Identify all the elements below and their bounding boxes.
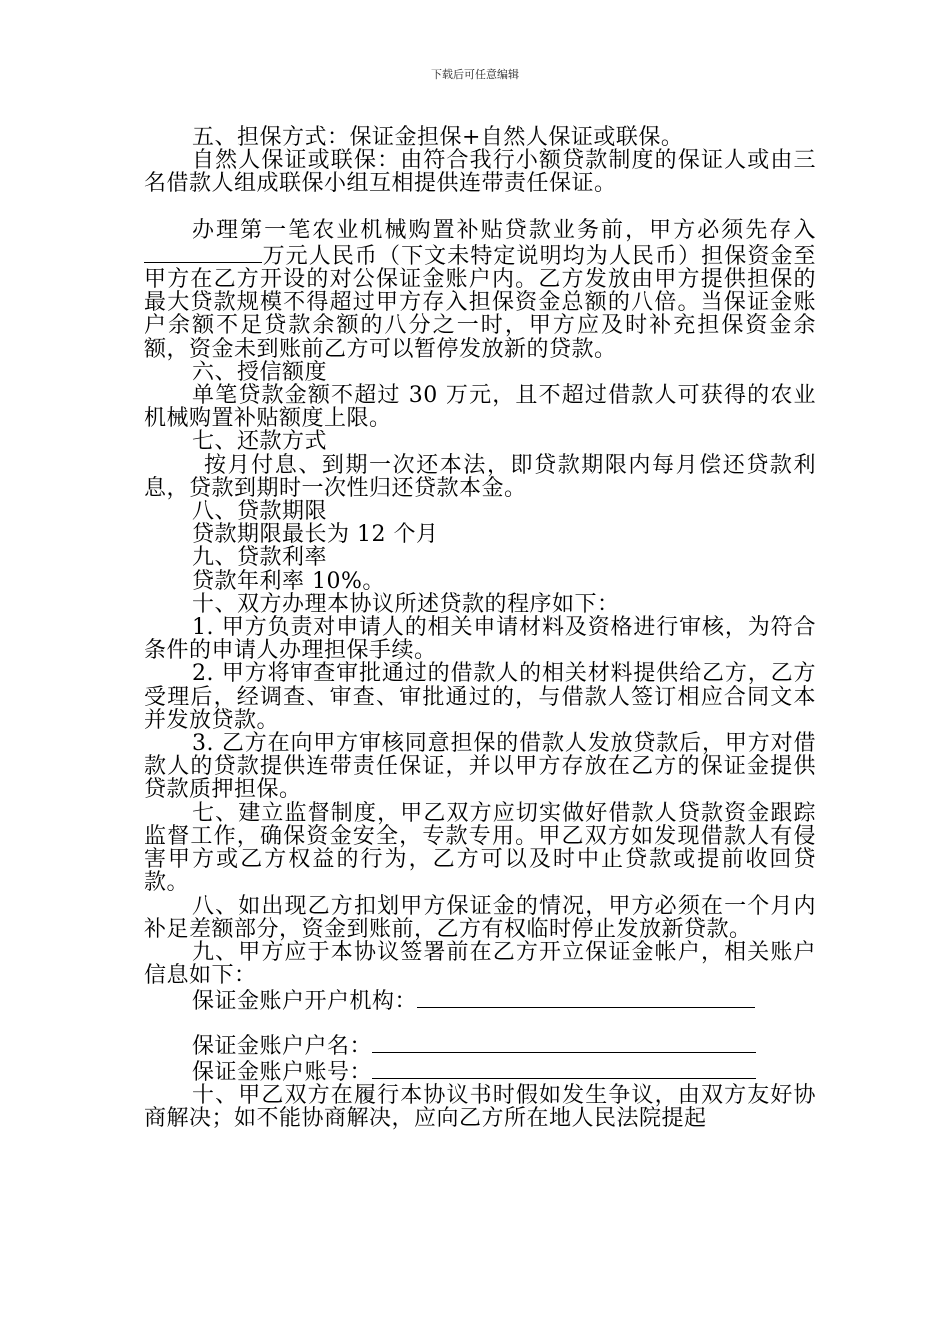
section-9-body: 贷款年利率 10%。 [192,568,385,594]
field-name-row [192,1032,816,1058]
deposit-text-a: 办理第一笔农业机械购置补贴贷款业务前，甲方必须先存入 [192,217,816,243]
clause-supervision: 七、建立监督制度，甲乙双方应切实做好借款人贷款资金跟踪监督工作，确保资金安全，专款专用。甲乙双方如发现借款人有侵害甲方或乙方权益的行为，乙方可以及时中止贷款或提前收回贷款。 [144,800,816,896]
procedure-step-3: 3. 乙方在向甲方审核同意担保的借款人发放贷款后，甲方对借款人的贷款提供连带责任保证，并以甲方存放在乙方的保证金提供贷款质押担保。 [144,731,816,803]
clause-dispute: 十、甲乙双方在履行本协议书时假如发生争议，由双方友好协商解决；如不能协商解决，应向乙方所在地人民法院提起 [144,1082,816,1132]
document-body [144,126,816,1130]
amount-blank [144,242,262,263]
field-bank-label: 保证金账户开户机构： [192,989,418,1015]
page-header: 下载后可任意编辑 [431,68,519,81]
section-9-title: 九、贷款利率 [192,545,328,571]
field-name-blank [372,1032,756,1053]
field-name-label: 保证金账户户名： [192,1033,373,1059]
deposit-paragraph [144,219,816,361]
clause-account-opening: 九、甲方应于本协议签署前在乙方开立保证金帐户，相关账户信息如下： [144,939,816,989]
section-7-title: 七、还款方式 [192,429,328,455]
section-8-body: 贷款期限最长为 12 个月 [192,522,439,548]
spacer [144,196,816,219]
procedure-step-2: 2. 甲方将审查审批通过的借款人的相关材料提供给乙方，乙方受理后，经调查、审查、审批通过的，与借款人签订相应合同文本并发放贷款。 [144,661,816,733]
field-number-row [192,1058,816,1084]
field-number-blank [372,1058,756,1079]
field-bank-blank [417,987,755,1008]
clause-deposit-deduction: 八、如出现乙方扣划甲方保证金的情况，甲方必须在一个月内补足差额部分，资金到账前，乙方有权临时停止发放新贷款。 [144,893,816,942]
spacer [144,1014,816,1032]
section-6-title: 六、授信额度 [192,359,328,385]
section-6-body: 单笔贷款金额不超过 30 万元，且不超过借款人可获得的农业机械购置补贴额度上限。 [144,383,816,432]
section-8-title: 八、贷款期限 [192,499,328,525]
section-7-body: 按月付息、到期一次还本法，即贷款期限内每月偿还贷款利息，贷款到期时一次性归还贷款本金。 [144,452,816,501]
procedure-step-1: 1. 甲方负责对申请人的相关申请材料及资格进行审核，为符合条件的申请人办理担保手续。 [144,615,816,664]
deposit-text-b: 万元人民币（下文未特定说明均为人民币）担保资金至甲方在乙方开设的对公保证金账户内。乙方发放由甲方提供担保的最大贷款规模不得超过甲方存入担保资金总额的八倍。当保证金账户余额不足贷款余额的八分之一时，甲方应及时补充担保资金余额，资金未到账前乙方可以暂停发放新的贷款。 [144,243,816,362]
field-number-label: 保证金账户账号： [192,1059,373,1085]
section-10-title: 十、双方办理本协议所述贷款的程序如下： [192,591,620,617]
field-bank-row [192,987,816,1013]
section-5-title: 五、担保方式：保证金担保+自然人保证或联保。 [192,125,684,150]
section-5-body: 自然人保证或联保：由符合我行小额贷款制度的保证人或由三名借款人组成联保小组互相提供连带责任保证。 [144,148,816,197]
